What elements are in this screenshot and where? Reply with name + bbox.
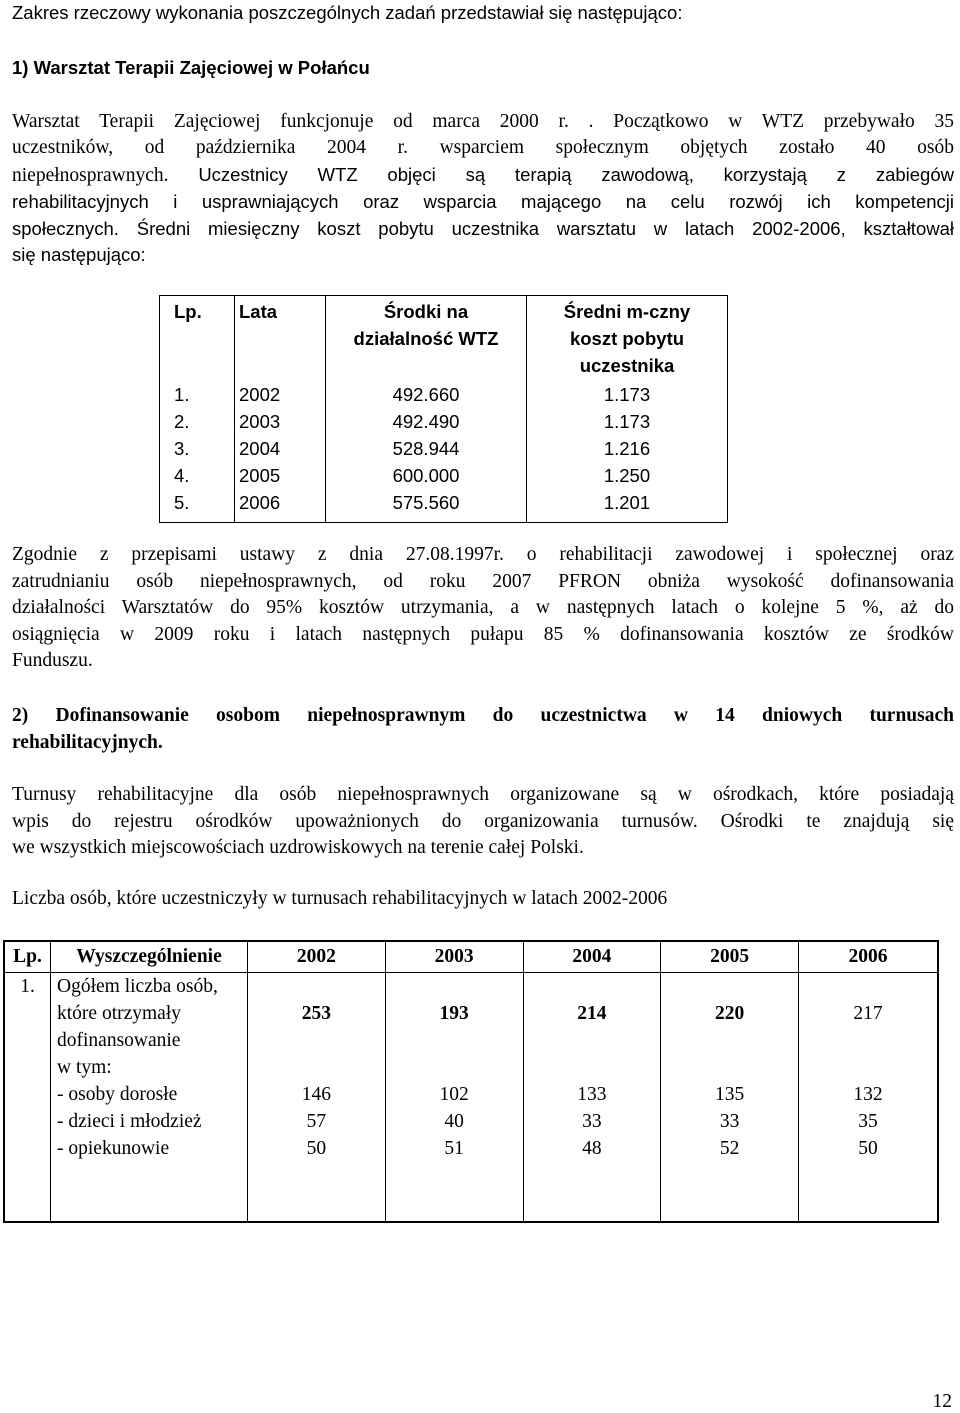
value-carers: 48: [582, 1138, 602, 1159]
value-carers: 51: [444, 1138, 464, 1159]
table-row: [160, 381, 728, 408]
text-line: rehabilitacyjnych i usprawniających oraz wsparcia mającego na celu rozwój ich kompetencji: [12, 191, 954, 213]
header-cell-year: 2006: [799, 941, 939, 973]
text-line: wpis do rejestru ośrodków upoważnionych do organizowania turnusów. Ośrodki te znajdują się: [12, 810, 954, 832]
table-header-row: [4, 941, 938, 973]
value-youth: 57: [306, 1111, 327, 1132]
header-cell-lp: Lp.: [174, 301, 202, 322]
table-row: [160, 462, 728, 489]
value-carers: 50: [858, 1138, 878, 1159]
cell-year-2006: [799, 973, 939, 1223]
value-adults: 132: [853, 1084, 883, 1105]
wtz-cost-table: [159, 295, 728, 523]
text-line: 2) Dofinansowanie osobom niepełnosprawnym do uczestnictwa w 14 dniowych turnusach: [12, 705, 954, 726]
header-text: Średni m-czny koszt pobytu uczestnika: [563, 301, 691, 376]
spacer: [248, 973, 385, 1000]
value-total: 253: [301, 1003, 331, 1024]
value-adults: 102: [439, 1084, 469, 1105]
text-span: niepełnosprawnych.: [12, 164, 169, 186]
cell: 2004: [235, 435, 326, 462]
cell: 600.000: [326, 462, 527, 489]
desc-line: - opiekunowie: [57, 1138, 170, 1159]
spacer: [386, 1027, 523, 1081]
header-cell-avg-cost: [527, 296, 728, 382]
section1-heading: 1) Warsztat Terapii Zajęciowej w Połańcu: [12, 57, 370, 78]
table-row: [4, 973, 938, 1223]
text-line: działalności Warsztatów do 95% kosztów utrzymania, a w następnych latach o kolejne 5 %, aż do: [12, 597, 954, 618]
spacer: [661, 1027, 798, 1081]
spacer: [799, 973, 937, 1000]
cell-description: [51, 973, 248, 1223]
cell: 1.: [174, 384, 190, 405]
cell: 2005: [235, 462, 326, 489]
desc-line: Ogółem liczba osób,: [57, 976, 218, 997]
text-line: Funduszu.: [12, 650, 93, 671]
header-cell-year: 2002: [248, 941, 386, 973]
cell: 4.: [174, 465, 190, 486]
cell: 1.173: [527, 381, 728, 408]
cell: 528.944: [326, 435, 527, 462]
value-total: 217: [853, 1003, 883, 1024]
header-cell-year: 2005: [661, 941, 799, 973]
text-line: społecznych. Średni miesięczny koszt pobytu uczestnika warsztatu w latach 2002-2006, kształtował: [12, 217, 954, 239]
cell: 2002: [235, 381, 326, 408]
section2-paragraph: [12, 782, 954, 862]
text-line: się następująco:: [12, 244, 146, 266]
header-cell-lp: Lp.: [4, 941, 51, 973]
intro-sentence: Zakres rzeczowy wykonania poszczególnych zadań przedstawiał się następująco:: [12, 2, 683, 23]
cell: 1.201: [527, 489, 728, 523]
value-adults: 135: [715, 1084, 745, 1105]
pfron-paragraph: [12, 542, 954, 675]
desc-line: które otrzymały: [57, 1003, 181, 1024]
header-text: Środki na działalność WTZ: [353, 301, 499, 349]
page-number: 12: [932, 1391, 952, 1412]
value-adults: 146: [301, 1084, 331, 1105]
text-line: [12, 162, 954, 189]
value-youth: 33: [582, 1111, 602, 1132]
desc-line: w tym:: [57, 1057, 112, 1078]
spacer: [524, 1027, 661, 1081]
cell-year-2004: [523, 973, 661, 1223]
spacer: [661, 973, 798, 1000]
turnus-participants-table: [3, 940, 939, 1223]
cell: 2003: [235, 408, 326, 435]
cell: 1.173: [527, 408, 728, 435]
value-total: 214: [577, 1003, 607, 1024]
cell-lp: 1.: [4, 973, 51, 1223]
spacer: [799, 1027, 937, 1081]
text-span: Uczestnicy WTZ objęci są terapią zawodową, korzystają z zabiegów: [198, 163, 954, 185]
header-cell-funds: [326, 296, 527, 382]
value-youth: 35: [858, 1111, 878, 1132]
table-caption: Liczba osób, które uczestniczyły w turnusach rehabilitacyjnych w latach 2002-2006: [12, 888, 668, 909]
table-row: [160, 408, 728, 435]
value-adults: 133: [577, 1084, 607, 1105]
cell: 2006: [235, 489, 326, 523]
text-line: we wszystkich miejscowościach uzdrowiskowych na terenie całej Polski.: [12, 837, 584, 858]
cell: 3.: [174, 438, 190, 459]
spacer: [524, 973, 661, 1000]
text-line: Turnusy rehabilitacyjne dla osób niepełnosprawnych organizowane są w ośrodkach, które posiadają: [12, 784, 954, 805]
desc-line: - osoby dorosłe: [57, 1084, 178, 1105]
section1-paragraph: [12, 109, 954, 268]
table-header-row: [160, 296, 728, 382]
cell-year-2002: [248, 973, 386, 1223]
spacer: [248, 1027, 385, 1081]
table-row: [160, 435, 728, 462]
table-row: [160, 489, 728, 523]
header-cell-description: Wyszczególnienie: [51, 941, 248, 973]
header-cell-years: Lata: [235, 296, 326, 382]
text-line: Warsztat Terapii Zajęciowej funkcjonuje od marca 2000 r. . Początkowo w WTZ przebywało 35: [12, 111, 954, 132]
spacer: [386, 973, 523, 1000]
value-youth: 33: [719, 1111, 740, 1132]
header-cell-year: 2003: [385, 941, 523, 973]
value-total: 220: [715, 1003, 745, 1024]
cell-year-2005: [661, 973, 799, 1223]
text-line: zatrudnianiu osób niepełnosprawnych, od roku 2007 PFRON obniża wysokość dofinansowania: [12, 570, 954, 592]
text-line: rehabilitacyjnych.: [12, 731, 163, 753]
text-line: Zgodnie z przepisami ustawy z dnia 27.08.1997r. o rehabilitacji zawodowej i społecznej oraz: [12, 544, 954, 565]
text-line: uczestników, od października 2004 r. wsparciem społecznym objętych zostało 40 osób: [12, 137, 954, 159]
cell: 5.: [174, 492, 190, 513]
value-youth: 40: [444, 1111, 464, 1132]
cell: 575.560: [326, 489, 527, 523]
desc-line: dofinansowanie: [57, 1030, 181, 1051]
cell: 2.: [174, 411, 190, 432]
value-carers: 52: [719, 1138, 740, 1159]
text-line: osiągnięcia w 2009 roku i latach następnych pułapu 85 % dofinansowania kosztów ze środków: [12, 623, 954, 645]
value-carers: 50: [306, 1138, 327, 1159]
cell: 1.250: [527, 462, 728, 489]
desc-line: - dzieci i młodzież: [57, 1111, 202, 1132]
value-total: 193: [439, 1003, 469, 1024]
cell: 492.660: [326, 381, 527, 408]
header-cell-year: 2004: [523, 941, 661, 973]
cell: 492.490: [326, 408, 527, 435]
section2-heading: [12, 703, 954, 756]
cell: 1.216: [527, 435, 728, 462]
cell-year-2003: [385, 973, 523, 1223]
